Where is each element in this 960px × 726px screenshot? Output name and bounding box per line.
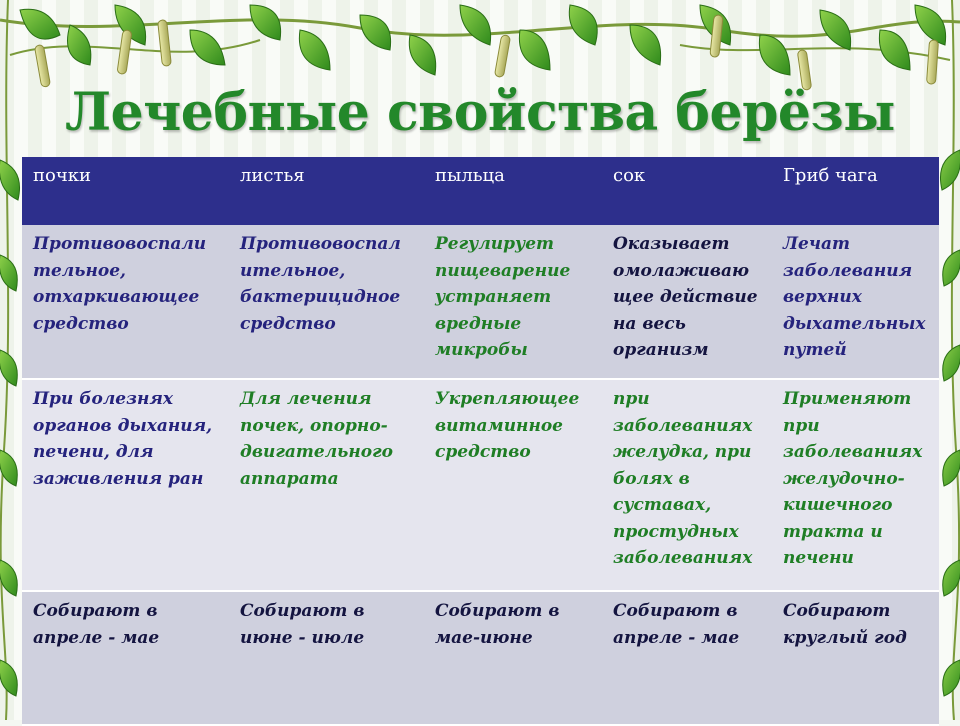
birch-leaf-icon bbox=[569, 5, 597, 45]
birch-leaf-icon bbox=[759, 35, 790, 75]
birch-catkin-icon bbox=[117, 30, 132, 75]
table-cell: Лечат заболевания верхних дыхательных путей bbox=[772, 225, 939, 379]
table-cell: Собирают в апреле - мае bbox=[602, 591, 772, 725]
table-row bbox=[22, 379, 939, 591]
table-cell: Укрепляющее витаминное средство bbox=[424, 379, 602, 591]
header-cell-chaga: Гриб чага bbox=[772, 157, 939, 225]
birch-leaf-icon bbox=[943, 660, 960, 696]
table-cell: Собирают в июне - июле bbox=[229, 591, 424, 725]
table-cell: Собирают круглый год bbox=[772, 591, 939, 725]
birch-leaf-icon bbox=[20, 9, 60, 39]
birch-leaf-icon bbox=[409, 35, 435, 75]
birch-leaf-icon bbox=[0, 660, 17, 696]
page-title: Лечебные свойства берёзы bbox=[65, 82, 895, 143]
table-cell: Для лечения почек, опорно-двигательного аппарата bbox=[229, 379, 424, 591]
birch-catkin-icon bbox=[494, 35, 510, 78]
header-cell-pollen: пыльца bbox=[424, 157, 602, 225]
table-cell: Оказывает омолаживаю щее действие на весь организм bbox=[602, 225, 772, 379]
table-cell: при заболеваниях желудка, при болях в суставах, простудных заболеваниях bbox=[602, 379, 772, 591]
birch-properties-table bbox=[22, 157, 939, 726]
birch-leaf-icon bbox=[190, 30, 225, 65]
table-cell: При болезнях органов дыхания, печени, для заживления ран bbox=[22, 379, 229, 591]
birch-leaf-icon bbox=[943, 345, 960, 381]
birch-catkin-icon bbox=[926, 40, 938, 85]
birch-leaf-icon bbox=[250, 5, 281, 40]
birch-catkin-icon bbox=[34, 44, 50, 87]
birch-catkin-icon bbox=[158, 20, 172, 67]
birch-leaf-icon bbox=[68, 25, 91, 65]
birch-leaf-icon bbox=[460, 5, 491, 45]
table-cell: Противовоспали тельное, отхаркивающее средство bbox=[22, 225, 229, 379]
birch-leaf-icon bbox=[915, 5, 946, 45]
birch-leaf-icon bbox=[519, 30, 550, 70]
table-cell: Собирают в апреле - мае bbox=[22, 591, 229, 725]
birch-leaf-icon bbox=[820, 10, 851, 50]
birch-leaf-icon bbox=[0, 255, 17, 291]
birch-leaf-icon bbox=[299, 30, 330, 70]
birch-leaf-icon bbox=[630, 25, 661, 65]
birch-leaf-icon bbox=[943, 250, 960, 286]
table-row bbox=[22, 591, 939, 725]
birch-leaf-icon bbox=[0, 160, 20, 200]
table-cell: Противовоспал ительное, бактерицидное средство bbox=[229, 225, 424, 379]
birch-leaf-icon bbox=[940, 150, 960, 190]
table-row bbox=[22, 225, 939, 379]
table-header-row bbox=[22, 157, 939, 225]
header-cell-buds: почки bbox=[22, 157, 229, 225]
birch-leaf-icon bbox=[879, 30, 910, 70]
birch-leaf-icon bbox=[360, 15, 391, 50]
table-cell: Собирают в мае-июне bbox=[424, 591, 602, 725]
header-cell-sap: сок bbox=[602, 157, 772, 225]
table-cell: Применяют при заболеваниях желудочно-кишечного тракта и печени bbox=[772, 379, 939, 591]
table-cell: Регулирует пищеварение устраняет вредные микробы bbox=[424, 225, 602, 379]
birch-leaf-icon bbox=[0, 350, 17, 386]
header-cell-leaves: листья bbox=[229, 157, 424, 225]
